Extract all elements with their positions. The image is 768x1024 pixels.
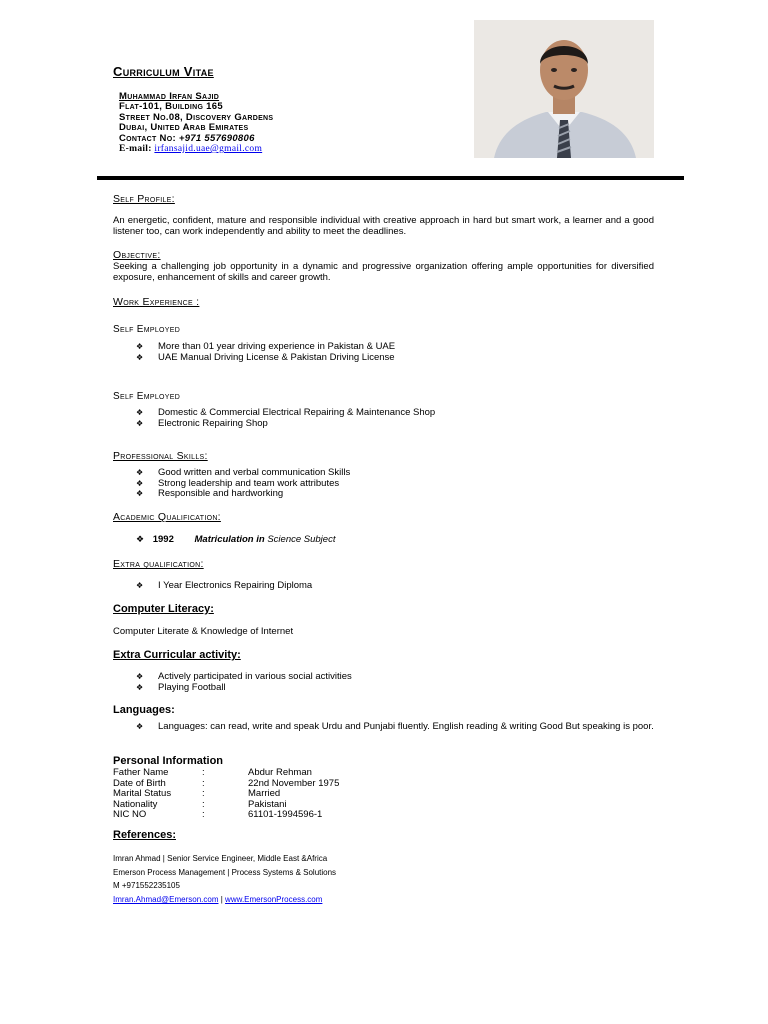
personal-info-value: Abdur Rehman bbox=[248, 767, 312, 778]
academic-entry bbox=[136, 534, 335, 545]
reference-links bbox=[113, 895, 322, 904]
list-item: ❖ Strong leadership and team work attributes bbox=[136, 479, 350, 490]
list-item: ❖ I Year Electronics Repairing Diploma bbox=[136, 581, 312, 592]
personal-info-label: Nationality bbox=[113, 798, 158, 810]
languages-list bbox=[136, 722, 654, 733]
list-item: ❖ Actively participated in various social activities bbox=[136, 672, 352, 683]
personal-info-label: NIC NO bbox=[113, 809, 147, 820]
header-divider bbox=[97, 176, 684, 180]
email-link[interactable]: irfansajid.uae@gmail.com bbox=[154, 144, 263, 155]
computer-literacy-text: Computer Literate & Knowledge of Internet bbox=[113, 626, 294, 637]
personal-info-value: 61101-1994596-1 bbox=[248, 809, 323, 820]
personal-info-separator: : bbox=[202, 809, 205, 820]
reference-phone: M +971552235105 bbox=[113, 881, 180, 890]
personal-info-label: Marital Status bbox=[113, 788, 172, 799]
extra-curricular-heading bbox=[113, 649, 241, 661]
applicant-name: Muhammad Irfan Sajid bbox=[119, 91, 220, 102]
address-line-3: Dubai, United Arab Emirates bbox=[119, 122, 249, 134]
academic-heading: Academic Qualification: bbox=[113, 511, 221, 523]
phone-line bbox=[119, 134, 273, 144]
address-line-2: Street No.08, Discovery Gardens bbox=[119, 111, 274, 123]
list-item: ❖ Responsible and hardworking bbox=[136, 489, 350, 500]
objective-heading: Objective: bbox=[113, 249, 161, 261]
personal-info-value: Pakistani bbox=[248, 798, 287, 810]
self-profile-heading: Self Profile: bbox=[113, 193, 175, 205]
email-label: E-mail: bbox=[119, 144, 152, 155]
personal-info-value: Married bbox=[248, 788, 281, 799]
job-title: Self Employed bbox=[113, 324, 181, 335]
list-item: ❖ Domestic & Commercial Electrical Repairing & Maintenance Shop bbox=[136, 408, 435, 419]
extra-curricular-list bbox=[136, 672, 352, 693]
reference-line-2: Emerson Process Management | Process Systems & Solutions bbox=[113, 868, 337, 877]
academic-degree: Matriculation in bbox=[194, 534, 265, 545]
personal-info-separator: : bbox=[202, 798, 205, 810]
job-title: Self Employed bbox=[113, 391, 181, 402]
contact-block bbox=[119, 92, 273, 154]
references-heading: References: bbox=[113, 829, 176, 841]
languages-heading: Languages: bbox=[113, 704, 175, 716]
list-item: ❖ More than 01 year driving experience in Pakistan & UAE bbox=[136, 342, 395, 353]
personal-info-separator: : bbox=[202, 788, 205, 799]
personal-info-value: 22nd November 1975 bbox=[248, 777, 340, 789]
self-profile-text: An energetic, confident, mature and responsible individual with creative approach in hard but smart work, a learner and a good listener too, can work independently and ability to meet the deadlines. bbox=[113, 215, 654, 237]
job-2-list bbox=[136, 408, 435, 429]
list-item: ❖ Good written and verbal communication Skills bbox=[136, 468, 350, 479]
list-item: ❖ UAE Manual Driving License & Pakistan Driving License bbox=[136, 353, 395, 364]
academic-year: 1992 bbox=[152, 534, 174, 545]
skills-list bbox=[136, 468, 350, 500]
reference-email-link[interactable]: Imran.Ahmad@Emerson.com bbox=[113, 895, 219, 904]
job-1-list bbox=[136, 342, 395, 363]
professional-skills-heading: Professional Skills: bbox=[113, 450, 208, 462]
extra-qualification-list bbox=[136, 581, 312, 592]
work-experience-heading: Work Experience : bbox=[113, 296, 200, 308]
extra-qualification-heading: Extra qualification: bbox=[113, 558, 204, 570]
academic-subject: Science Subject bbox=[267, 534, 336, 545]
cv-title: Curriculum Vitae bbox=[113, 64, 214, 79]
phone-label: Contact No: bbox=[119, 132, 176, 144]
email-line bbox=[119, 144, 273, 154]
objective-text: Seeking a challenging job opportunity in a dynamic and progressive organization offering ample opportunities for diversified exposure, enhancement of skills and career growth. bbox=[113, 261, 654, 283]
personal-info-separator: : bbox=[202, 767, 205, 778]
personal-info-separator: : bbox=[202, 777, 205, 789]
personal-info-label: Father Name bbox=[113, 767, 169, 778]
list-item: ❖ Languages: can read, write and speak Urdu and Punjabi fluently. English reading & writing Good But speaking is poor. bbox=[136, 722, 654, 733]
personal-info-label: Date of Birth bbox=[113, 777, 166, 789]
list-item: ❖ Playing Football bbox=[136, 683, 352, 694]
reference-website-link[interactable]: www.EmersonProcess.com bbox=[225, 895, 323, 904]
profile-photo bbox=[474, 20, 654, 158]
list-item: ❖ Electronic Repairing Shop bbox=[136, 419, 435, 430]
phone-number: +971 557690806 bbox=[178, 132, 255, 144]
address-line-1: Flat-101, Building 165 bbox=[119, 101, 223, 113]
reference-divider: | bbox=[220, 895, 223, 904]
personal-info-heading: Personal Information bbox=[113, 755, 224, 767]
extra-curricular-heading-text: Extra Curricular activity: bbox=[113, 649, 241, 661]
bullet-icon: ❖ bbox=[136, 535, 145, 545]
computer-literacy-heading: Computer Literacy: bbox=[113, 603, 214, 615]
reference-line-1: Imran Ahmad | Senior Service Engineer, Middle East &Africa bbox=[113, 854, 328, 863]
